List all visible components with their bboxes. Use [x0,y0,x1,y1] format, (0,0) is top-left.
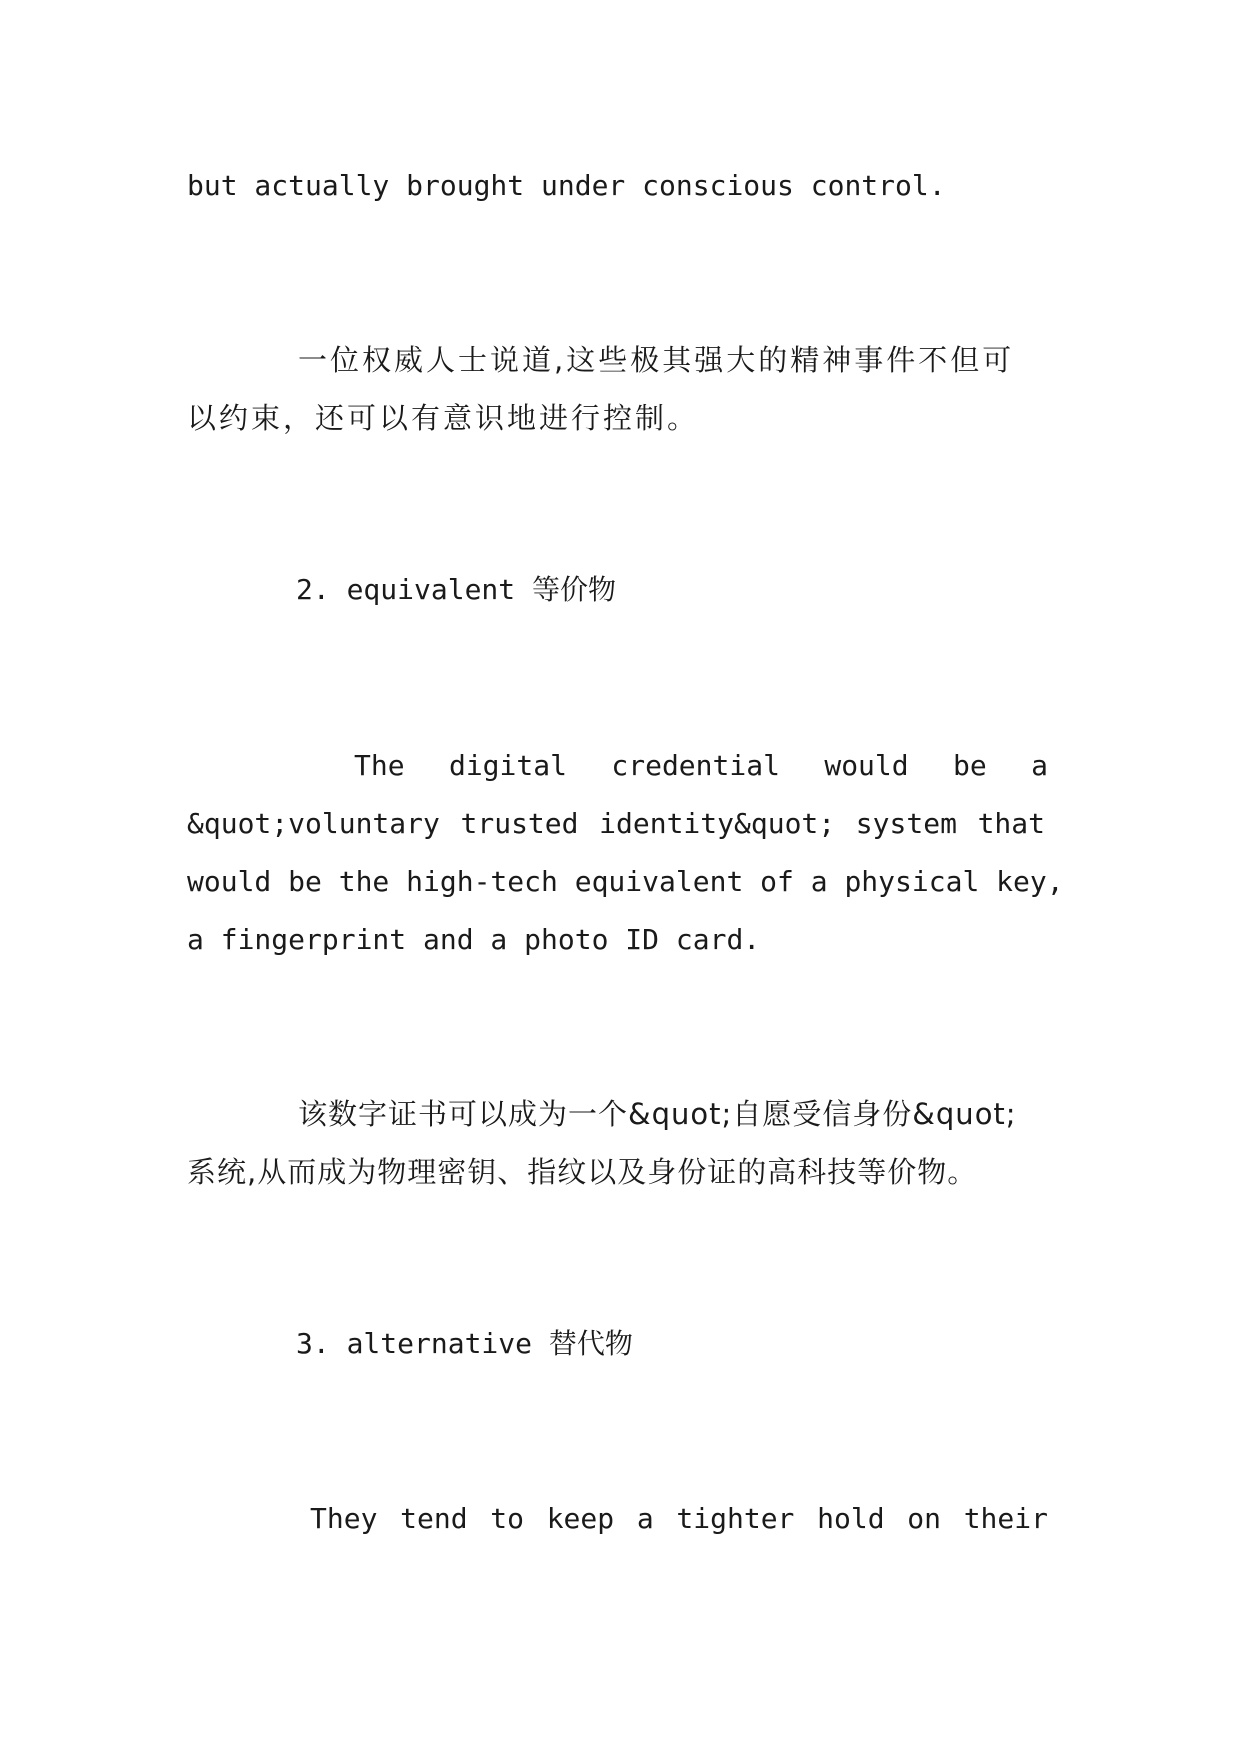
word: their [963,1502,1048,1535]
word: credential [611,749,780,782]
text-line: would be the high-tech equivalent of a physical key, [187,865,1064,898]
word: on [907,1502,941,1535]
text-line: 系统,从而成为物理密钥、指纹以及身份证的高科技等价物。 [187,1155,978,1189]
text-line [310,1490,1048,1548]
text-line: a fingerprint and a photo ID card. [187,923,761,956]
word: a [1031,749,1048,782]
word: They [310,1502,378,1535]
word: trusted [460,807,579,840]
text-line [187,795,1045,853]
section-heading: 2. equivalent 等价物 [296,573,617,606]
text-line: 该数字证书可以成为一个&quot;自愿受信身份&quot; [298,1097,1017,1131]
text-line: but actually brought under conscious control. [187,169,946,202]
word: keep [546,1502,615,1535]
section-heading: 3. alternative 替代物 [296,1327,633,1360]
word: tighter [676,1502,795,1535]
word: digital [448,749,567,782]
text-line [354,737,1048,795]
word: would [824,749,909,782]
word: a [636,1502,654,1535]
word: hold [817,1502,885,1535]
word: The [354,749,405,782]
word: tend [400,1502,468,1535]
text-line: 一位权威人士说道,这些极其强大的精神事件不但可 [298,343,1015,377]
word: system [855,807,957,840]
word: be [953,749,987,782]
word: &quot;voluntary [187,807,440,840]
word: identity&quot; [599,807,836,840]
word: to [490,1502,524,1535]
word: that [977,807,1045,840]
text-line: 以约束，还可以有意识地进行控制。 [187,401,700,435]
